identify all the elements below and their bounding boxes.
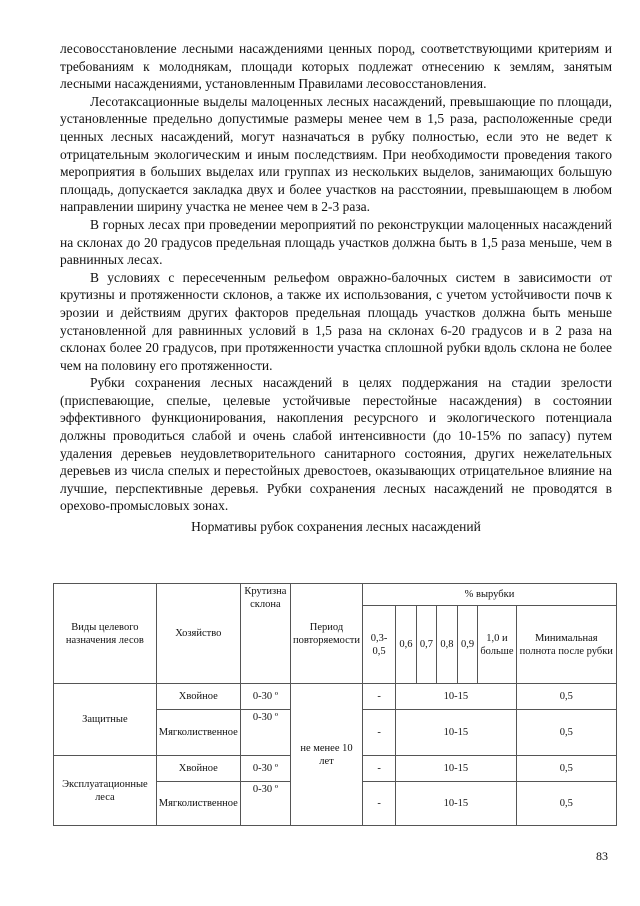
header-cut-percent: % вырубки	[363, 584, 617, 606]
row-range: 10-15	[396, 710, 516, 756]
header-farm: Хозяйство	[156, 584, 240, 684]
row-range: 10-15	[396, 782, 516, 826]
header-density: 0,7	[416, 606, 437, 684]
header-density: 0,9	[457, 606, 478, 684]
row-min: 0,5	[516, 756, 616, 782]
header-density: 0,3-0,5	[363, 606, 396, 684]
header-min-density: Минимальная полнота после рубки	[516, 606, 616, 684]
header-purpose: Виды целевого назначения лесов	[54, 584, 157, 684]
table-title: Нормативы рубок сохранения лесных насаждений	[191, 519, 481, 535]
paragraph-3: В горных лесах при проведении мероприятий по реконструкции малоценных насаждений на склонах до 20 градусов предельная площадь участков должна быть в 1,5 раза меньше, чем в равнинных лесах.	[60, 216, 612, 268]
paragraph-4: В условиях с пересеченным рельефом овражно-балочных систем в зависимости от крутизны и протяженности склонов, а также их использования, с учетом устойчивости почв к эрозии и действиям других факторов предельная площадь участков должна быть меньше установленной для равнинных условий в 1,5 раза на склонах 6-20 градусов и в 2 раза на склонах более 20 градусов, при протяженности участка сплошной рубки вдоль склона не более чем на половину его протяженности.	[60, 269, 612, 373]
norms-table	[53, 583, 617, 826]
row-low: -	[363, 684, 396, 710]
row-slope: 0-30 º	[240, 684, 290, 710]
header-period: Период повторяемости	[290, 584, 362, 684]
row-min: 0,5	[516, 684, 616, 710]
row-farm: Мягколиственное	[156, 710, 240, 756]
row-low: -	[363, 782, 396, 826]
paragraph-1: лесовосстановление лесными насаждениями ценных пород, соответствующими критериям и требованиям к молоднякам, площади которых подлежат отнесению к землям, занятым лесными насаждениями, установленным Правилами лесовосстановления.	[60, 41, 612, 92]
group-purpose: Эксплуатационные леса	[54, 756, 157, 826]
page-number: 83	[596, 849, 608, 863]
row-low: -	[363, 756, 396, 782]
row-range: 10-15	[396, 684, 516, 710]
row-farm: Хвойное	[156, 756, 240, 782]
row-slope: 0-30 º	[240, 756, 290, 782]
row-farm: Мягколиственное	[156, 782, 240, 826]
document-body	[60, 40, 612, 540]
header-density: 1,0 и больше	[478, 606, 516, 684]
paragraph-2: Лесотаксационные выделы малоценных лесных насаждений, превышающие по площади, установленные предельно допустимые размеры менее чем в 1,5 раза, расположенные среди ценных лесных насаждений, могут назначаться в рубку полностью, если это не ведет к отрицательным экологическим и иным последствиям. При необходимости проведения такого мероприятия в больших выделах или группах из нескольких выделов, занимающих большую площадь, допускается закладка двух и более участков на расстоянии, превышающем в любом направлении ширину участка не менее чем в 2-3 раза.	[60, 93, 612, 215]
paragraph-5: Рубки сохранения лесных насаждений в целях поддержания на стадии зрелости (приспевающие, спелые, целевые устойчивые перестойные насаждения) в состоянии эффективного функционирования, накопления ресурсного и экологического потенциала должны проводиться слабой и очень слабой интенсивности (до 10-15% по запасу) путем удаления деревьев неудовлетворительного санитарного состояния, других нежелательных деревьев из числа спелых и перестойных древостоев, оказывающих отрицательное влияние на лучшие, перспективные деревья. Рубки сохранения лесных насаждений не проводятся в орехово-промысловых зонах.	[60, 375, 612, 514]
header-slope: Крутизна склона	[240, 584, 290, 684]
period-value: не менее 10 лет	[290, 684, 362, 826]
header-density: 0,6	[396, 606, 417, 684]
group-purpose: Защитные	[54, 684, 157, 756]
row-low: -	[363, 710, 396, 756]
row-min: 0,5	[516, 782, 616, 826]
row-range: 10-15	[396, 756, 516, 782]
row-min: 0,5	[516, 710, 616, 756]
row-slope: 0-30 º	[240, 782, 290, 826]
row-farm: Хвойное	[156, 684, 240, 710]
row-slope: 0-30 º	[240, 710, 290, 756]
header-density: 0,8	[437, 606, 458, 684]
